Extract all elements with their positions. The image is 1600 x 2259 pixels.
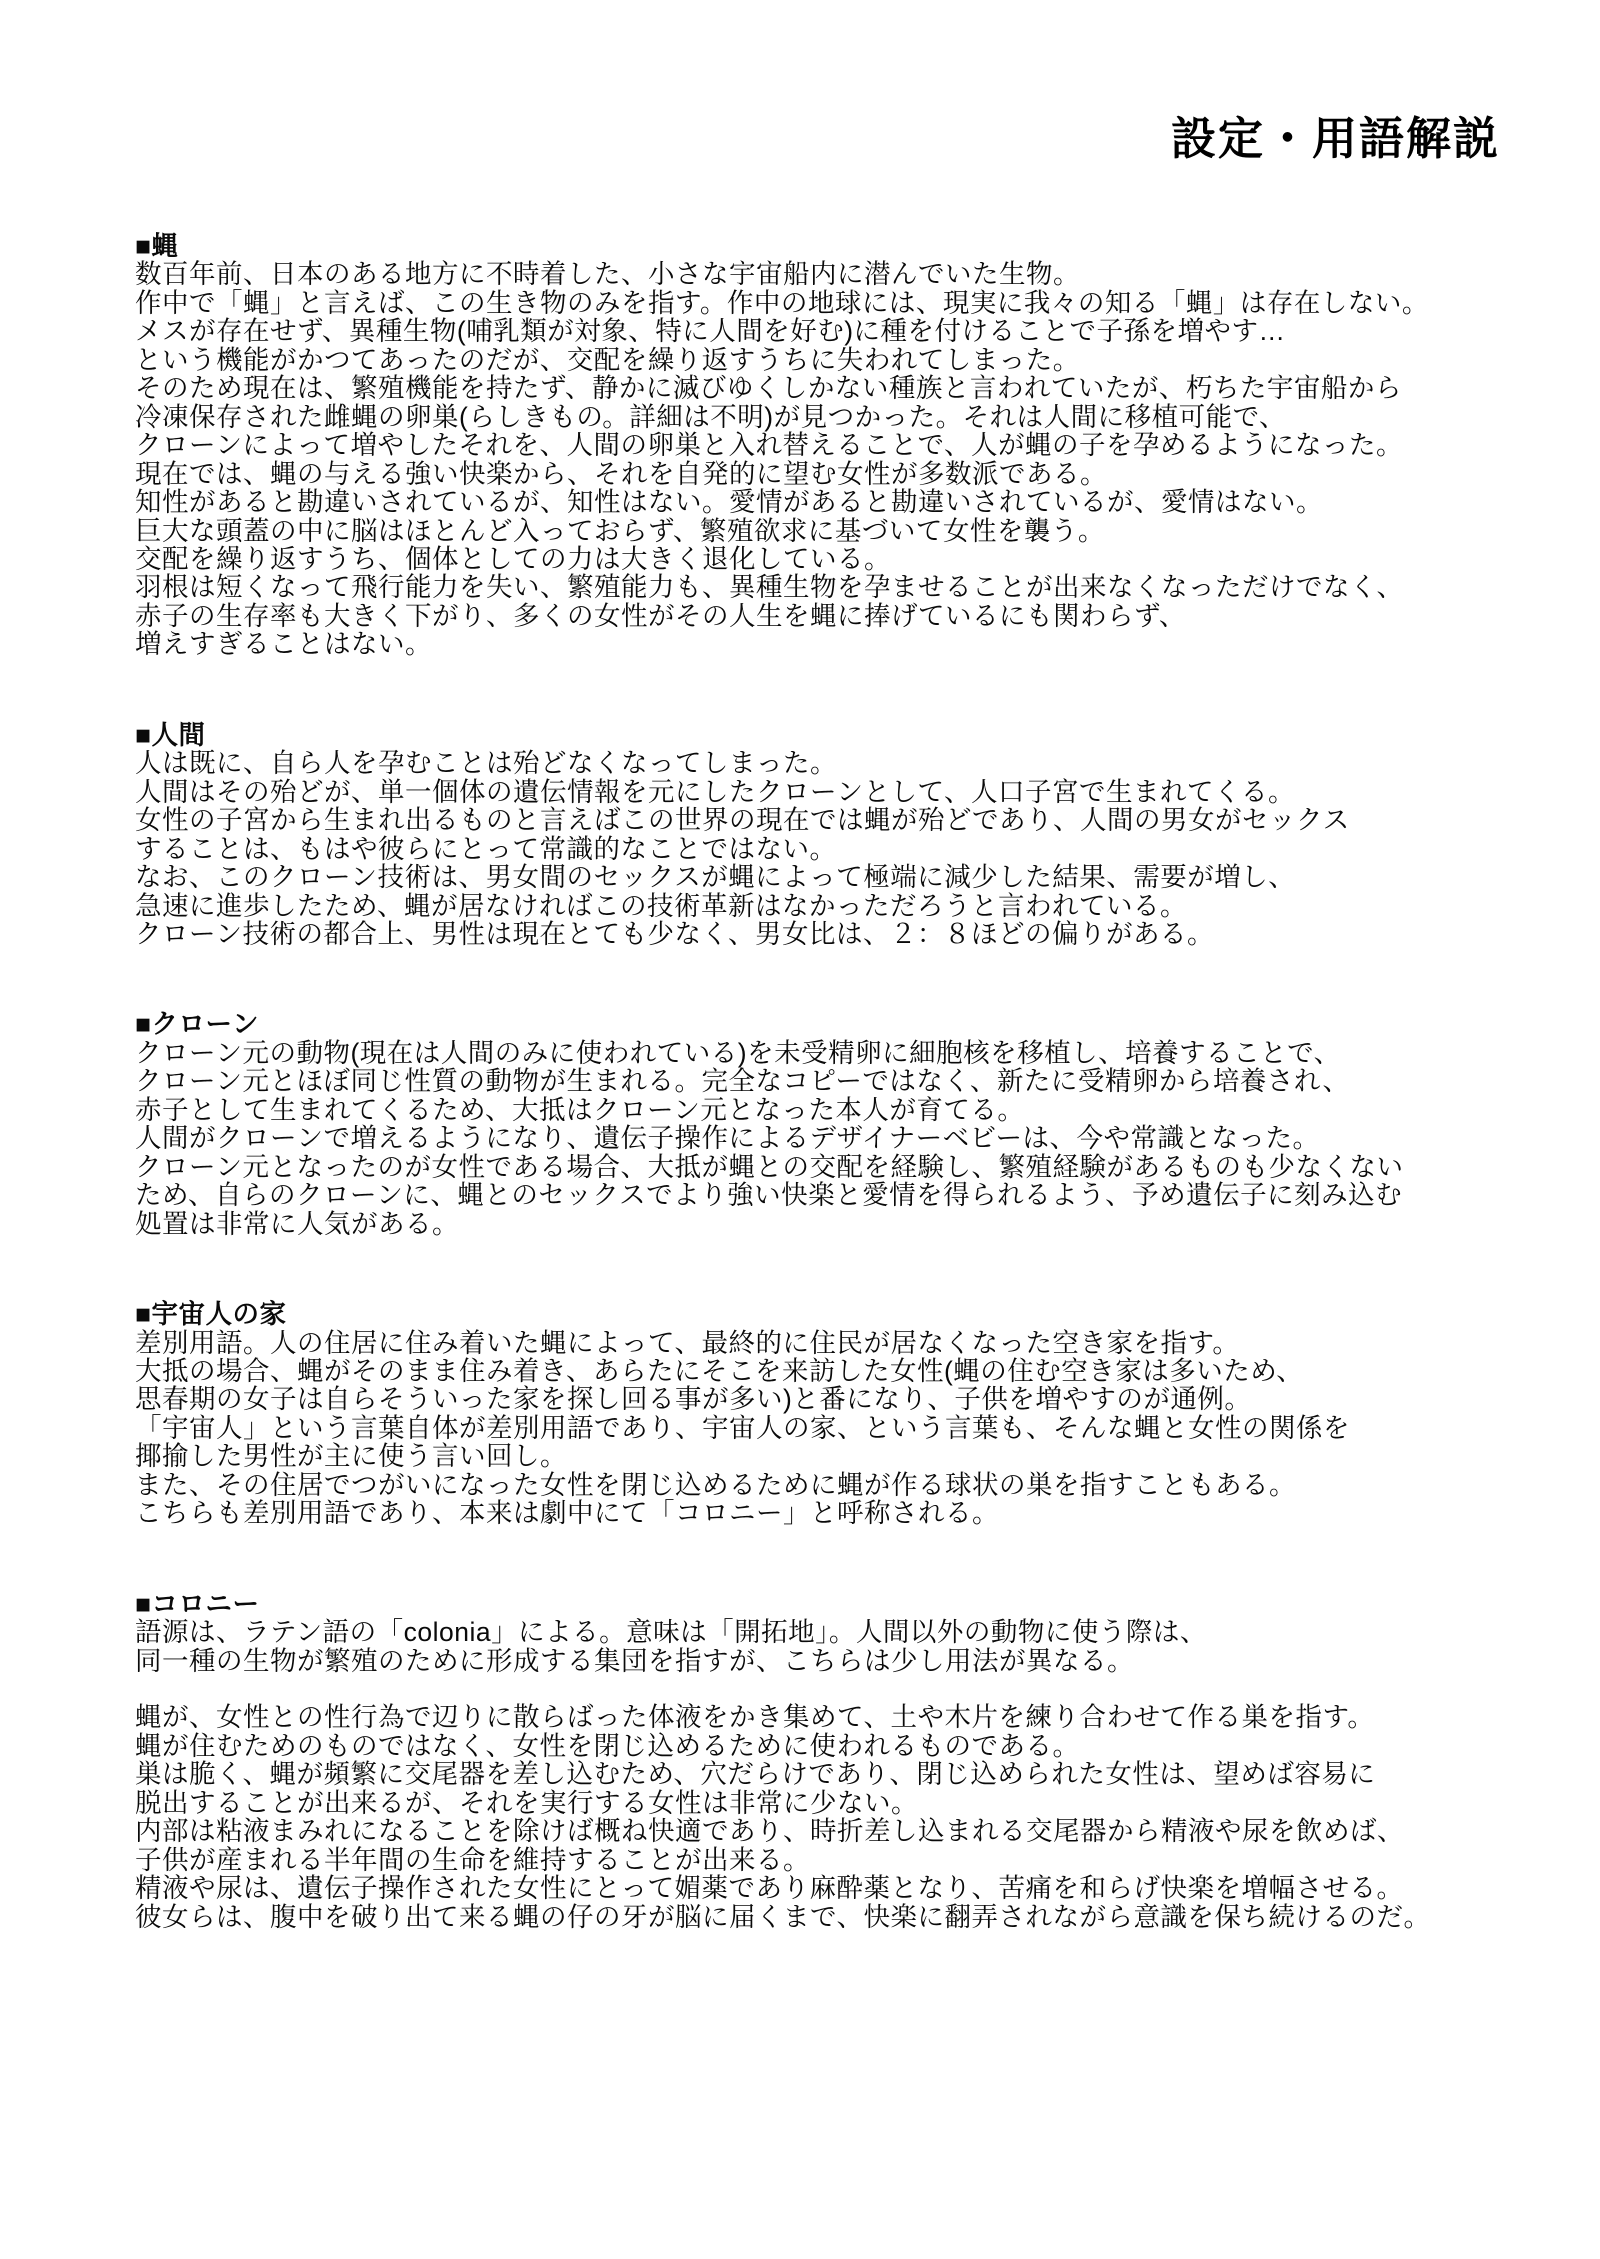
body-line: 蝿が、女性との性行為で辺りに散らばった体液をかき集めて、土や木片を練り合わせて作る巣を指す。 [135,1702,1375,1733]
body-line: 数百年前、日本のある地方に不時着した、小さな宇宙船内に潜んでいた生物。 [135,259,1080,290]
body-line: 精液や尿は、遺伝子操作された女性にとって媚薬であり麻酔薬となり、苦痛を和らげ快楽を増幅させる。 [135,1873,1404,1904]
section-heading: ■コロニー [135,1588,260,1619]
section-heading: ■蝿 [135,231,179,261]
body-line: 彼女らは、腹中を破り出て来る蝿の仔の牙が脳に届くまで、快楽に翻弄されながら意識を保ち続けるのだ。 [135,1901,1431,1932]
body-line: 人間がクローンで増えるようになり、遺伝子操作によるデザイナーベビーは、今や常識となった。 [135,1123,1320,1154]
glossary-section [135,232,1580,659]
section-heading: ■宇宙人の家 [135,1299,287,1330]
glossary-section [135,1010,1580,1238]
body-line: 「宇宙人」という言葉自体が差別用語であり、宇宙人の家、という言葉も、そんな蝿と女性の関係を [135,1412,1350,1443]
body-line: クローン元となったのが女性である場合、大抵が蝿との交配を経験し、繁殖経験があるものも少なくない [135,1151,1404,1182]
body-line: 作中で「蝿」と言えば、この生き物のみを指す。作中の地球には、現実に我々の知る「蝿」は存在しない。 [135,287,1429,318]
body-line: 巣は脆く、蝿が頻繁に交尾器を差し込むため、穴だらけであり、閉じ込められた女性は、望めば容易に [135,1759,1376,1790]
body-line: クローン元の動物(現在は人間のみに使われている)を未受精卵に細胞核を移植し、培養することで、 [135,1037,1341,1068]
glossary-section [135,1300,1580,1528]
body-line: 冷凍保存された雌蝿の卵巣(らしきもの。詳細は不明)が見つかった。それは人間に移植可能で、 [135,401,1287,432]
body-line: 語源は、ラテン語の「colonia」による。意味は「開拓地」。人間以外の動物に使う際は、 [135,1617,1207,1648]
body-line: 内部は粘液まみれになることを除けば概ね快適であり、時折差し込まれる交尾器から精液や尿を飲めば、 [135,1816,1404,1847]
section-heading: ■人間 [135,719,206,750]
body-line: 増えすぎることはない。 [135,629,432,660]
body-line: 差別用語。人の住居に住み着いた蝿によって、最終的に住民が居なくなった空き家を指す。 [135,1327,1240,1358]
body-line: 交配を繰り返すうち、個体としての力は大きく退化している。 [135,543,891,574]
body-line: 羽根は短くなって飛行能力を失い、繁殖能力も、異種生物を孕ませることが出来なくなっただけでなく、 [135,572,1404,603]
body-line: 脱出することが出来るが、それを実行する女性は非常に少ない。 [135,1787,918,1818]
body-line: 赤子の生存率も大きく下がり、多くの女性がその人生を蝿に捧げているにも関わらず、 [135,600,1186,631]
body-line: 人間はその殆どが、単一個体の遺伝情報を元にしたクローンとして、人口子宮で生まれてくる。 [135,776,1295,807]
body-line: 子供が産まれる半年間の生命を維持することが出来る。 [135,1844,810,1875]
body-line: そのため現在は、繁殖機能を持たず、静かに滅びゆくしかない種族と言われていたが、朽ちた宇宙船から [135,373,1402,404]
body-line: 赤子として生まれてくるため、大抵はクローン元となった本人が育てる。 [135,1094,1025,1125]
body-line: 急速に進歩したため、蝿が居なければこの技術革新はなかっただろうと言われている。 [135,890,1187,921]
body-line: 知性があると勘違いされているが、知性はない。愛情があると勘違いされているが、愛情はない。 [135,487,1323,518]
body-line: 揶揄した男性が主に使う言い回し。 [135,1441,567,1472]
glossary-section [135,721,1580,949]
glossary-section [135,1590,1580,1931]
body-line: ため、自らのクローンに、蝿とのセックスでより強い快楽と愛情を得られるよう、予め遺伝子に刻み込む [135,1180,1403,1211]
blank-line [135,1675,1580,1703]
page-title: 設定・用語解説 [1170,113,1500,164]
body-line: クローン技術の都合上、男性は現在とても少なく、男女比は、２：８ほどの偏りがある。 [135,918,1214,949]
section-heading: ■クローン [135,1009,259,1040]
body-line: という機能がかつてあったのだが、交配を繰り返すうちに失われてしまった。 [135,344,1080,375]
body-line: 女性の子宮から生まれ出るものと言えばこの世界の現在では蝿が殆どであり、人間の男女がセックス [135,805,1350,836]
body-line: メスが存在せず、異種生物(哺乳類が対象、特に人間を好む)に種を付けることで子孫を増やす… [135,316,1286,347]
body-line: なお、このクローン技術は、男女間のセックスが蝿によって極端に減少した結果、需要が増し、 [135,862,1296,893]
body-line: することは、もはや彼らにとって常識的なことではない。 [135,833,837,864]
body-line: 大抵の場合、蝿がそのまま住み着き、あらたにそこを来訪した女性(蝿の住む空き家は多いため、 [135,1355,1304,1386]
body-line: こちらも差別用語であり、本来は劇中にて「コロニー」と呼称される。 [135,1498,999,1529]
body-line: クローン元とほぼ同じ性質の動物が生まれる。完全なコピーではなく、新たに受精卵から培養され、 [135,1066,1350,1097]
body-line: 現在では、蝿の与える強い快楽から、それを自発的に望む女性が多数派である。 [135,458,1107,489]
body-line: 思春期の女子は自らそういった家を探し回る事が多い)と番になり、子供を増やすのが通例。 [135,1384,1252,1415]
body-line: 巨大な頭蓋の中に脳はほとんど入っておらず、繁殖欲求に基づいて女性を襲う。 [135,515,1105,546]
body-line: 処置は非常に人気がある。 [135,1208,459,1239]
glossary-sections [135,232,1580,1931]
body-line: クローンによって増やしたそれを、人間の卵巣と入れ替えることで、人が蝿の子を孕めるようになった。 [135,430,1403,461]
body-line: 人は既に、自ら人を孕むことは殆どなくなってしまった。 [135,748,837,779]
body-line: 同一種の生物が繁殖のために形成する集団を指すが、こちらは少し用法が異なる。 [135,1645,1134,1676]
body-line: 蝿が住むためのものではなく、女性を閉じ込めるために使われるものである。 [135,1730,1080,1761]
body-line: また、その住居でつがいになった女性を閉じ込めるために蝿が作る球状の巣を指すこともある。 [135,1469,1296,1500]
